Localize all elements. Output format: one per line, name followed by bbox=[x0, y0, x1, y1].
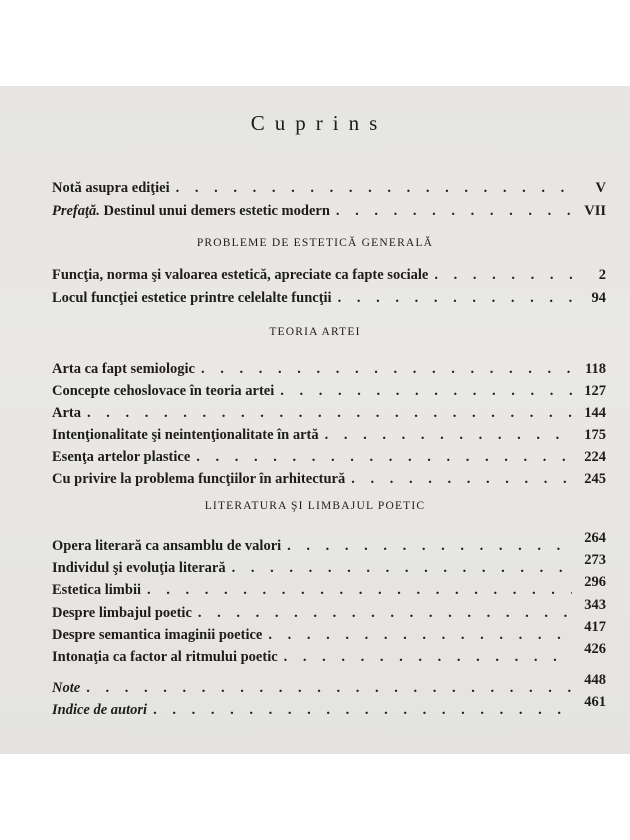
toc-entry bbox=[52, 175, 606, 197]
toc-entry-label: Despre semantica imaginii poetice bbox=[52, 627, 263, 643]
section-heading: PROBLEME DE ESTETICĂ GENERALĂ bbox=[196, 237, 434, 249]
toc-entry-label: Concepte cehoslovace în teoria artei bbox=[52, 383, 275, 399]
leader-dots bbox=[87, 406, 572, 423]
toc-entry-label: Individul şi evoluţia literară bbox=[52, 560, 226, 576]
toc-entry-page: V bbox=[595, 180, 606, 196]
toc-entry-page: 224 bbox=[584, 449, 606, 465]
leader-dots bbox=[147, 583, 572, 600]
toc-entry-page: 461 bbox=[584, 694, 606, 710]
leader-dots bbox=[198, 606, 572, 623]
toc-entry-label: Arta ca fapt semiologic bbox=[52, 361, 195, 377]
toc-entry bbox=[52, 422, 606, 444]
toc-entry bbox=[52, 378, 606, 400]
section-heading: TEORIA ARTEI bbox=[269, 326, 361, 338]
toc-entry-label: Estetica limbii bbox=[52, 582, 142, 598]
toc-entry-label: Intonaţia ca factor al ritmului poetic bbox=[52, 649, 278, 665]
toc-entry-page: 426 bbox=[584, 641, 606, 657]
toc-entry bbox=[52, 400, 606, 422]
toc-entry-label: Locul funcţiei estetice printre celelalte funcţii bbox=[52, 290, 332, 306]
toc-entry bbox=[52, 444, 606, 466]
leader-dots bbox=[268, 628, 572, 645]
toc-entry-label: Arta bbox=[52, 405, 81, 421]
leader-dots bbox=[201, 362, 572, 379]
toc-entry-page: 264 bbox=[584, 530, 606, 546]
leader-dots bbox=[287, 539, 572, 556]
toc-entry bbox=[52, 619, 606, 644]
page-title: Cuprins bbox=[250, 111, 388, 135]
leader-dots bbox=[280, 384, 572, 401]
leader-dots bbox=[196, 450, 572, 467]
toc-entry-page: 417 bbox=[584, 619, 606, 635]
toc-entry bbox=[52, 641, 606, 666]
toc-entry-page: 296 bbox=[584, 574, 606, 590]
section-heading: LITERATURA ŞI LIMBAJUL POETIC bbox=[204, 500, 426, 512]
toc-entry-page: 448 bbox=[584, 672, 606, 688]
toc-entry bbox=[52, 285, 606, 307]
leader-dots bbox=[284, 650, 572, 667]
leader-dots bbox=[336, 204, 572, 221]
toc-entry-label: Esenţa artelor plastice bbox=[52, 449, 191, 465]
leader-dots bbox=[232, 561, 572, 578]
toc-entry bbox=[52, 574, 606, 599]
toc-entry bbox=[52, 356, 606, 378]
leader-dots bbox=[434, 268, 572, 285]
toc-entry-label: Cu privire la problema funcţiilor în arhitectură bbox=[52, 471, 346, 487]
toc-entry-label: Notă asupra ediţiei bbox=[52, 180, 170, 196]
toc-entry-label: Indice de autori bbox=[52, 702, 148, 718]
toc-entry bbox=[52, 262, 606, 284]
toc-entry-page: 273 bbox=[584, 552, 606, 568]
leader-dots bbox=[176, 181, 572, 198]
toc-entry-page: 343 bbox=[584, 597, 606, 613]
toc-entry-page: 144 bbox=[584, 405, 606, 421]
leader-dots bbox=[86, 681, 572, 698]
leader-dots bbox=[351, 472, 572, 489]
toc-entry bbox=[52, 694, 606, 719]
toc-entry bbox=[52, 466, 606, 488]
toc-entry bbox=[52, 672, 606, 697]
toc-entry-label: Despre limbajul poetic bbox=[52, 605, 192, 621]
toc-entry-page: 118 bbox=[585, 361, 606, 377]
toc-entry-label: Opera literară ca ansamblu de valori bbox=[52, 538, 282, 554]
toc-entry bbox=[52, 530, 606, 555]
leader-dots bbox=[153, 703, 572, 720]
leader-dots bbox=[338, 291, 572, 308]
leader-dots bbox=[325, 428, 572, 445]
toc-entry bbox=[52, 597, 606, 622]
toc-entry-label: Prefaţă. Destinul unui demers estetic modern bbox=[52, 203, 330, 219]
toc-entry-page: 175 bbox=[584, 427, 606, 443]
toc-entry-page: 127 bbox=[584, 383, 606, 399]
toc-entry-page: 94 bbox=[591, 290, 606, 306]
toc-entry bbox=[52, 198, 606, 220]
toc-entry-label: Funcţia, norma şi valoarea estetică, apreciate ca fapte sociale bbox=[52, 267, 429, 283]
toc-entry bbox=[52, 552, 606, 577]
toc-entry-page: 245 bbox=[584, 471, 606, 487]
toc-entry-label: Intenţionalitate şi neintenţionalitate în artă bbox=[52, 427, 319, 443]
toc-entry-page: 2 bbox=[598, 267, 606, 283]
toc-entry-page: VII bbox=[584, 203, 606, 219]
toc-entry-label: Note bbox=[52, 680, 81, 696]
